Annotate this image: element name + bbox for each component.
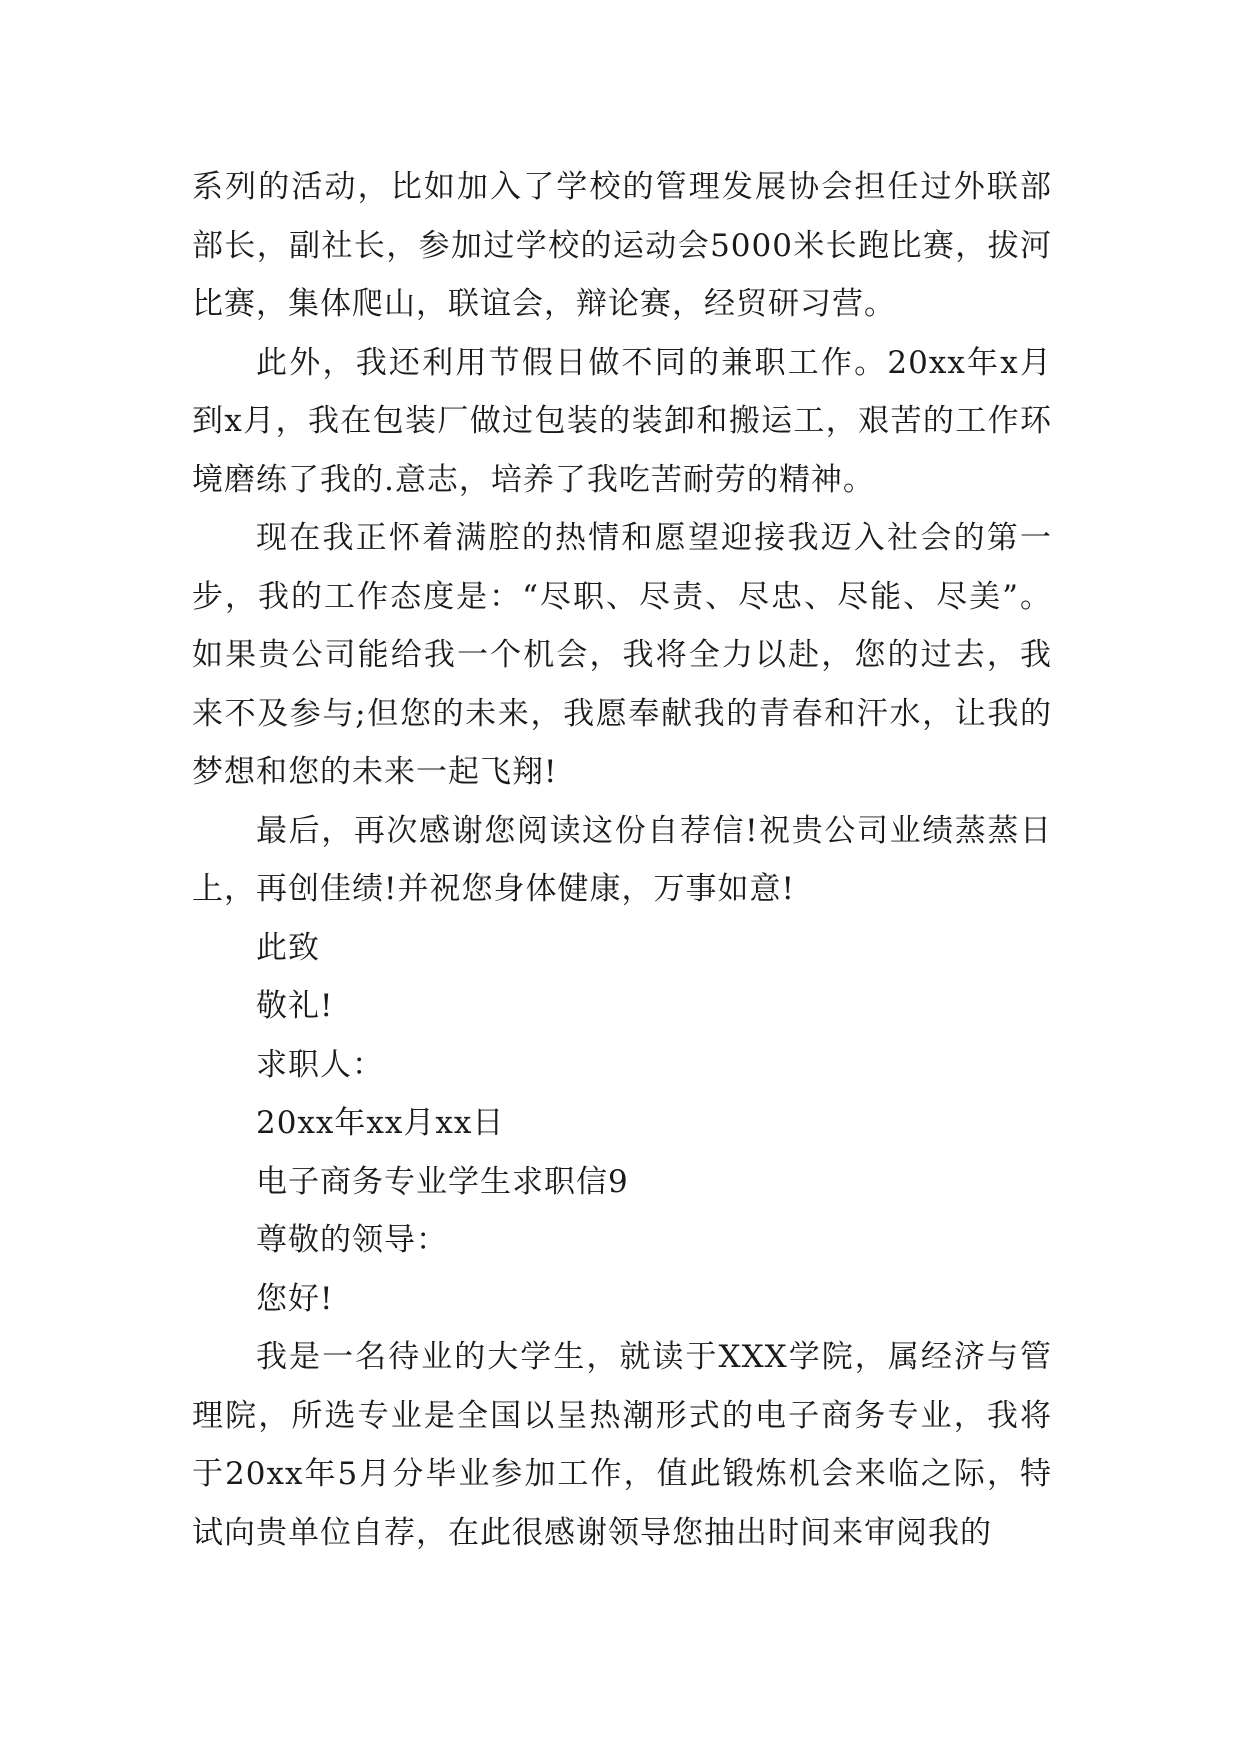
salutation-jingli: 敬礼! [256,988,334,1024]
section-title: 电子商务专业学生求职信9 [256,1163,629,1200]
paragraph-work-attitude: 现在我正怀着满腔的热情和愿望迎接我迈入社会的第一步，我的工作态度是：“尽职、尽责、尽忠、尽能、尽美”。如果贵公司能给我一个机会，我将全力以赴，您的过去，我来不及参与;但您的未来，我愿奉献我的青春和汗水，让我的梦想和您的未来一起飞翔! [192,520,1052,790]
greeting-respected-leader: 尊敬的领导： [256,1222,448,1258]
document-body [192,158,1052,1562]
paragraph-introduction: 我是一名待业的大学生，就读于XXX学院，属经济与管理院，所选专业是全国以呈热潮形式的电子商务专业，我将于20xx年5月分毕业参加工作，值此锻炼机会来临之际，特试向贵单位自荐，在此很感谢领导您抽出时间来审阅我的 [192,1339,1052,1551]
signature-date: 20xx年xx月xx日 [256,1105,505,1141]
salutation-cizhi: 此致 [256,929,320,966]
paragraph-part-time-work: 此外，我还利用节假日做不同的兼职工作。20xx年x月到x月，我在包装厂做过包装的装卸和搬运工，艰苦的工作环境磨练了我的.意志，培养了我吃苦耐劳的精神。 [192,344,1052,498]
signature-applicant: 求职人： [256,1046,384,1083]
greeting-hello: 您好! [256,1280,334,1317]
paragraph-closing-thanks: 最后，再次感谢您阅读这份自荐信!祝贵公司业绩蒸蒸日上，再创佳绩!并祝您身体健康，万事如意! [192,812,1052,907]
paragraph-activities-continued: 系列的活动，比如加入了学校的管理发展协会担任过外联部部长，副社长，参加过学校的运动会5000米长跑比赛，拔河比赛，集体爬山，联谊会，辩论赛，经贸研习营。 [192,169,1052,322]
